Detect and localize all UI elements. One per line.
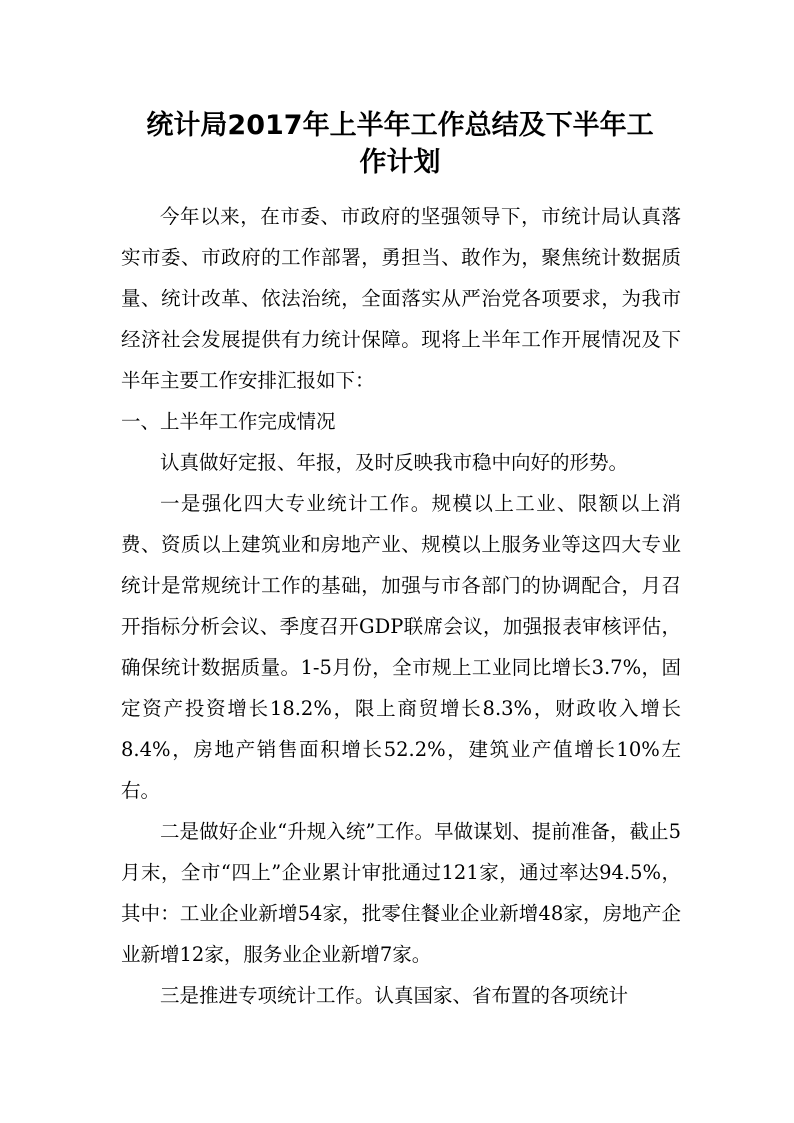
- paragraph-item-1: 一是强化四大专业统计工作。规模以上工业、限额以上消费、资质以上建筑业和房地产业、规模以上服务业等这四大专业统计是常规统计工作的基础，加强与市各部门的协调配合，月召开指标分析会议、季度召开GDP联席会议，加强报表审核评估，确保统计数据质量。1-5月份，全市规上工业同比增长3.7%，固定资产投资增长18.2%，限上商贸增长8.3%，财政收入增长8.4%，房地产销售面积增长52.2%，建筑业产值增长10%左右。: [121, 492, 681, 802]
- document-body: [121, 196, 681, 1016]
- paragraph-summary: 认真做好定报、年报，及时反映我市稳中向好的形势。: [160, 451, 629, 474]
- paragraph-item-3: 三是推进专项统计工作。认真国家、省布置的各项统计: [160, 984, 629, 1007]
- intro-paragraph: 今年以来，在市委、市政府的坚强领导下，市统计局认真落实市委、市政府的工作部署，勇担当、敢作为，聚焦统计数据质量、统计改革、依法治统，全面落实从严治党各项要求，为我市经济社会发展提供有力统计保障。现将上半年工作开展情况及下半年主要工作安排汇报如下：: [121, 205, 681, 392]
- section-heading: 一、上半年工作完成情况: [121, 410, 336, 433]
- paragraph-item-2: 二是做好企业“升规入统”工作。早做谋划、提前准备，截止5月末，全市“四上”企业累计审批通过121家，通过率达94.5%，其中：工业企业新增54家，批零住餐业企业新增48家，房地产企业新增12家，服务业企业新增7家。: [121, 820, 681, 966]
- document-title-line-2: 作计划: [359, 147, 441, 178]
- document-title-line-1: 统计局2017年上半年工作总结及下半年工: [146, 110, 654, 141]
